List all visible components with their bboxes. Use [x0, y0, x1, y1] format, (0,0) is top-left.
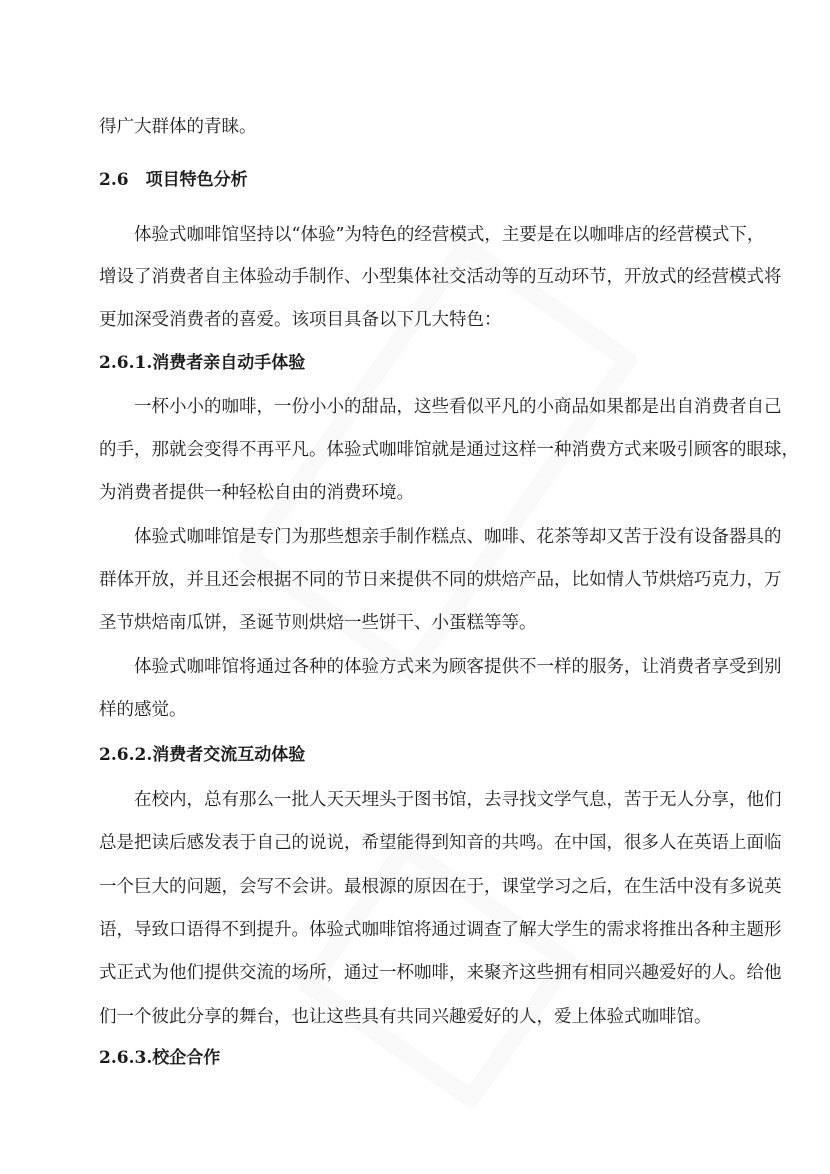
- paragraph-line: 圣节烘焙南瓜饼，圣诞节则烘焙一些饼干、小蛋糕等等。: [99, 613, 537, 633]
- paragraph-line: 式正式为他们提供交流的场所，通过一杯咖啡，来聚齐这些拥有相同兴趣爱好的人。给他: [99, 963, 782, 983]
- paragraph-line: 一杯小小的咖啡，一份小小的甜品，这些看似平凡的小商品如果都是出自消费者自己: [134, 397, 782, 417]
- paragraph-line: 的手，那就会变得不再平凡。体验式咖啡馆就是通过这样一种消费方式来吸引顾客的眼球，: [99, 440, 799, 460]
- paragraph-line: 在校内，总有那么一批人天天埋头于图书馆，去寻找文学气息，苦于无人分享，他们: [134, 790, 782, 810]
- paragraph-line: 群体开放，并且还会根据不同的节日来提供不同的烘焙产品，比如情人节烘焙巧克力，万: [99, 570, 782, 590]
- paragraph-line: 体验式咖啡馆将通过各种的体验方式来为顾客提供不一样的服务，让消费者享受到别: [134, 657, 782, 677]
- paragraph-line: 一个巨大的问题，会写不会讲。最根源的原因在于，课堂学习之后，在生活中没有多说英: [99, 877, 782, 897]
- paragraph-line: 们一个彼此分享的舞台，也让这些具有共同兴趣爱好的人，爱上体验式咖啡馆。: [99, 1007, 712, 1027]
- paragraph-line: 增设了消费者自主体验动手制作、小型集体社交活动等的互动环节，开放式的经营模式将: [99, 267, 782, 287]
- paragraph-line: 更加深受消费者的喜爱。该项目具备以下几大特色：: [99, 310, 502, 330]
- paragraph-line: 总是把读后感发表于自己的说说，希望能得到知音的共鸣。在中国，很多人在英语上面临: [99, 833, 782, 853]
- paragraph-line: 得广大群体的青睐。: [99, 117, 257, 137]
- paragraph-line: 语，导致口语得不到提升。体验式咖啡馆将通过调查了解大学生的需求将推出各种主题形: [99, 920, 782, 940]
- paragraph-line: 为消费者提供一种轻松自由的消费环境。: [99, 483, 414, 503]
- paragraph-line: 体验式咖啡馆坚持以“体验”为特色的经营模式，主要是在以咖啡店的经营模式下，: [134, 225, 765, 245]
- section-heading: 2.6.1.消费者亲自动手体验: [99, 353, 306, 373]
- section-heading: 2.6.3.校企合作: [99, 1048, 221, 1068]
- paragraph-line: 样的感觉。: [99, 700, 187, 720]
- paragraph-line: 体验式咖啡馆是专门为那些想亲手制作糕点、咖啡、花茶等却又苦于没有设备器具的: [134, 527, 782, 547]
- section-heading: 2.6.2.消费者交流互动体验: [99, 745, 306, 765]
- section-heading: 2.6 项目特色分析: [99, 170, 248, 190]
